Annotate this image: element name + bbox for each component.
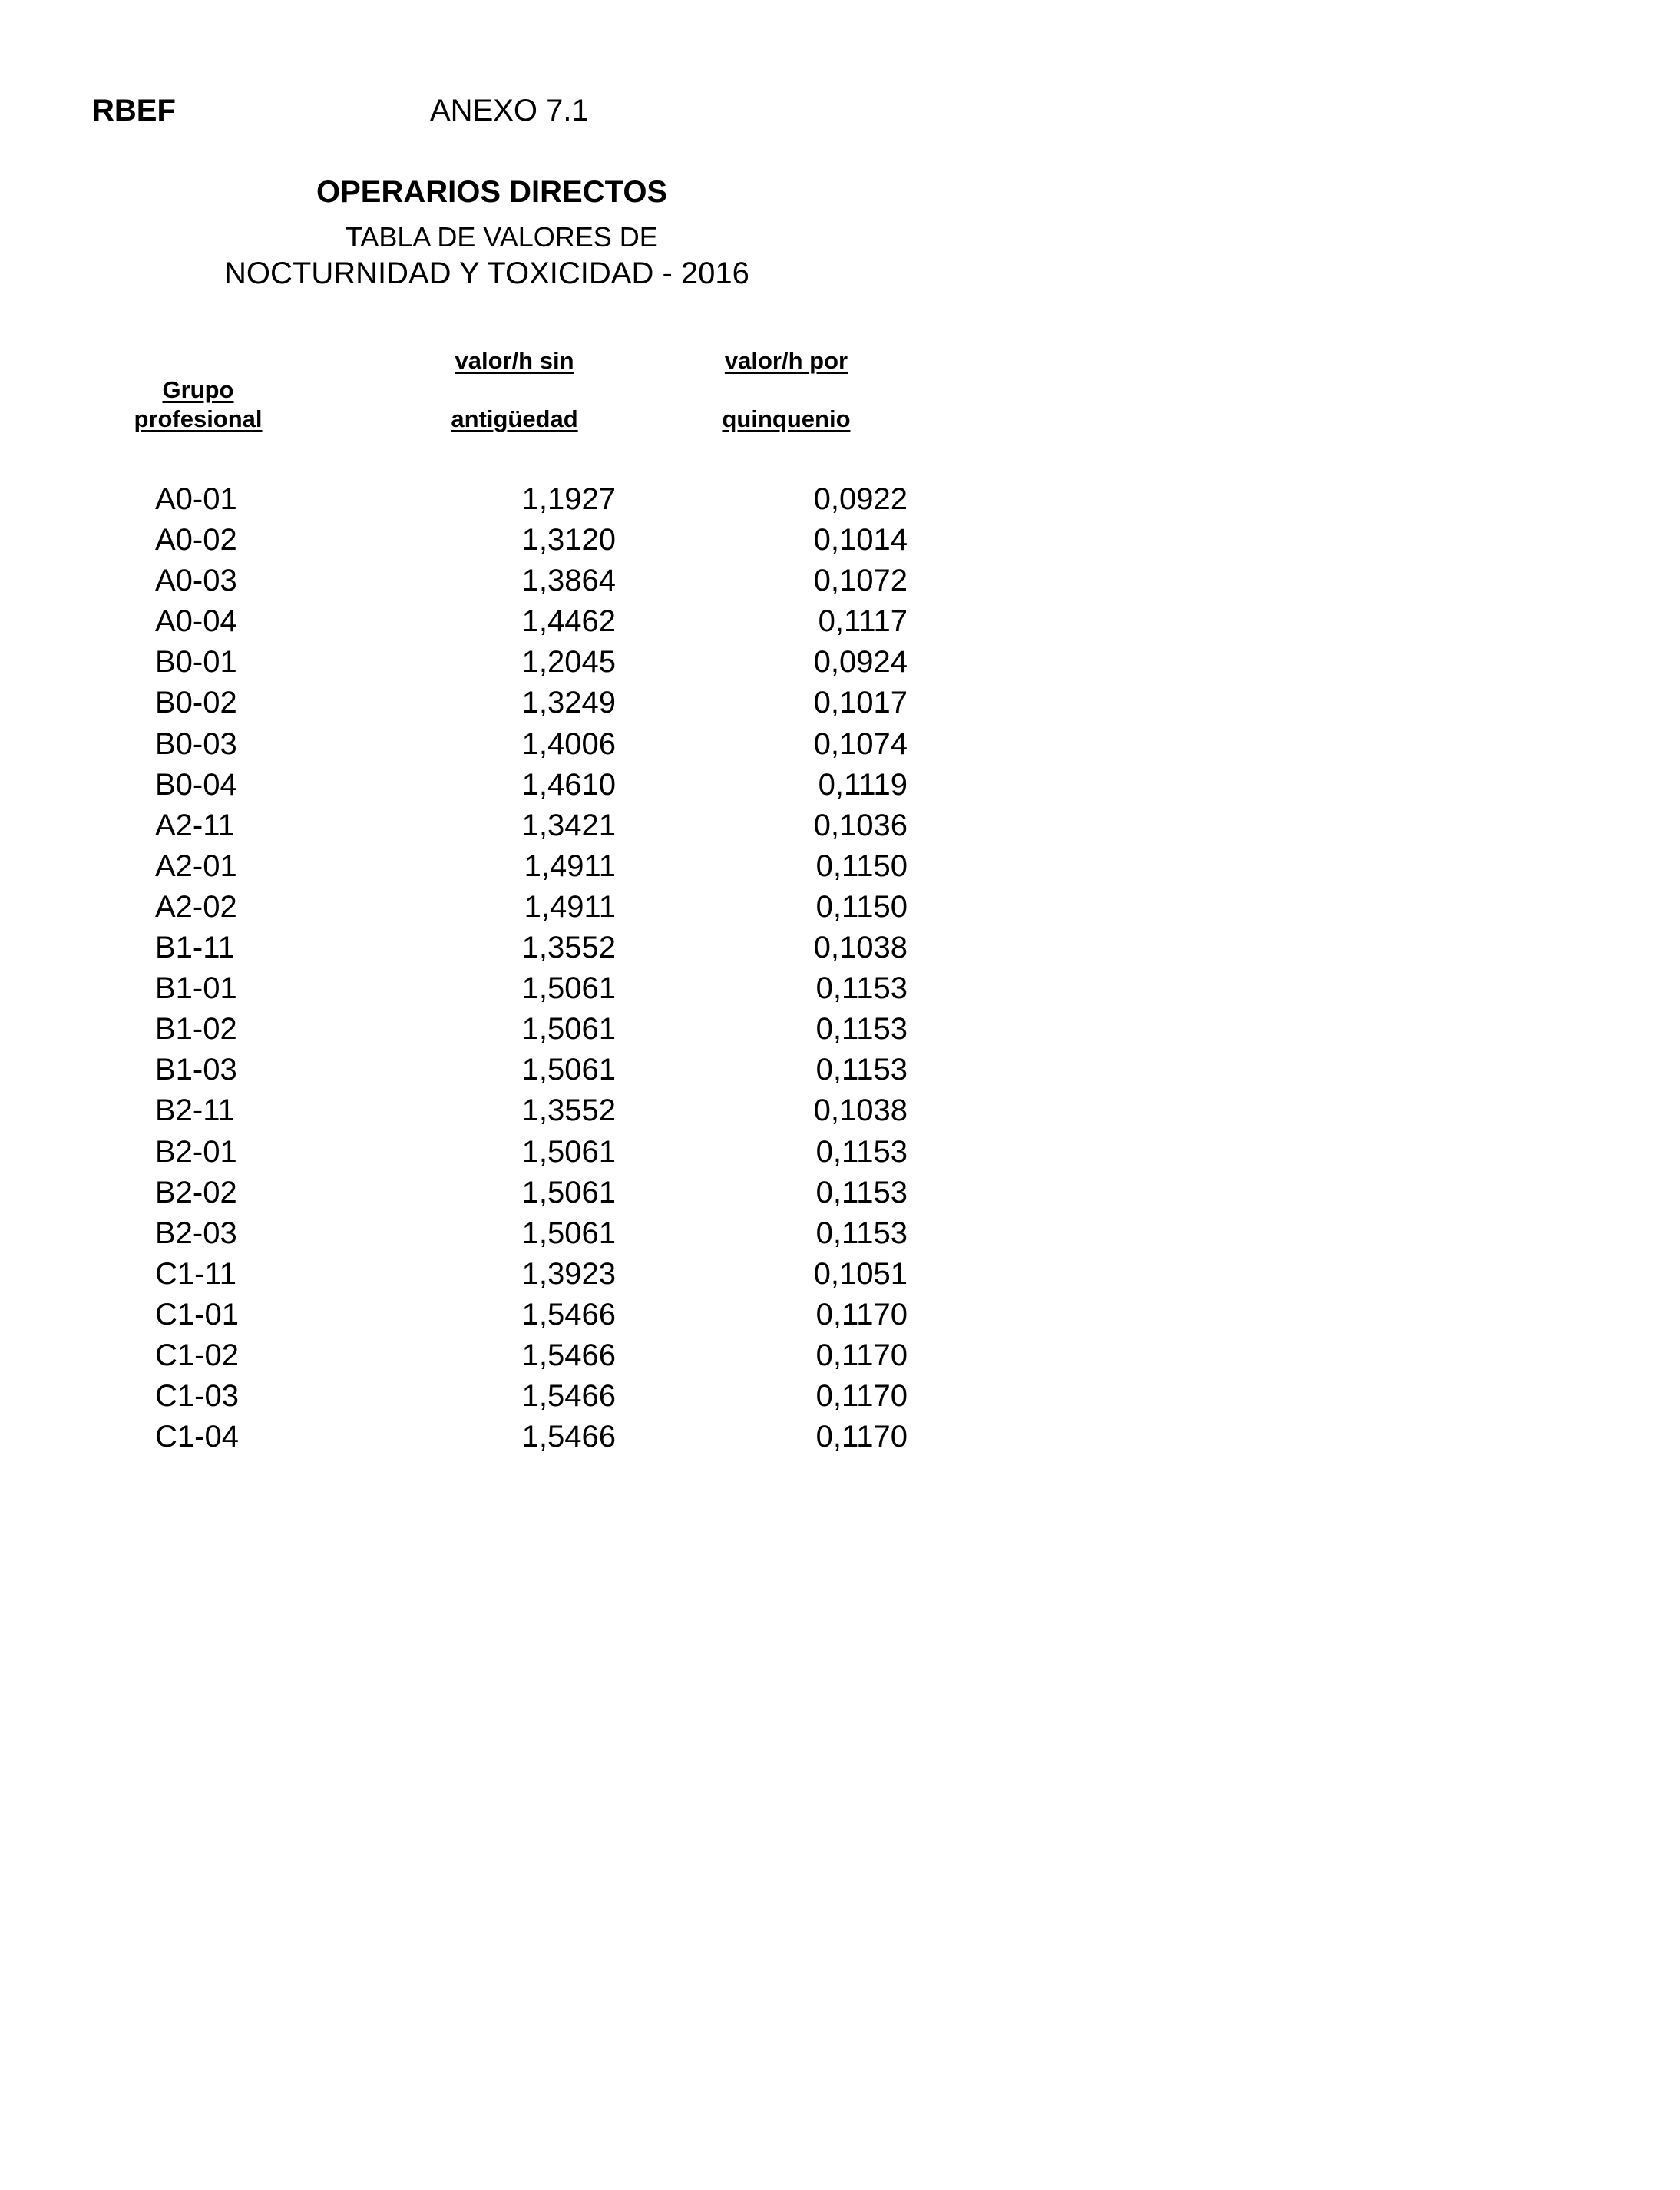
table-row (0, 1417, 998, 1457)
table-row (0, 479, 998, 520)
valor-sin-antiguedad-cell: 1,4462 (521, 604, 616, 639)
valor-por-quinquenio-cell: 0,1153 (815, 1134, 908, 1169)
table-row (0, 642, 998, 683)
valor-sin-antiguedad-cell: 1,3249 (521, 686, 616, 720)
table-row (0, 683, 998, 723)
column-header-grupo-line2: profesional (134, 405, 263, 432)
valor-sin-antiguedad-cell: 1,5466 (521, 1379, 616, 1414)
table-row (0, 520, 998, 561)
table-row (0, 1254, 998, 1295)
table-row (0, 928, 998, 968)
valor-por-quinquenio-cell: 0,1038 (813, 931, 908, 965)
valor-sin-antiguedad-cell: 1,2045 (521, 645, 616, 680)
valor-por-quinquenio-cell: 0,1014 (813, 523, 908, 557)
table-row (0, 1090, 998, 1131)
grupo-cell: A0-01 (155, 482, 237, 516)
table-row (0, 1295, 998, 1335)
grupo-cell: A0-02 (155, 523, 237, 557)
valor-sin-antiguedad-cell: 1,5061 (521, 1134, 616, 1169)
table-row (0, 1009, 998, 1050)
grupo-cell: B1-03 (155, 1053, 237, 1087)
valor-sin-antiguedad-cell: 1,4911 (524, 849, 616, 883)
valor-sin-antiguedad-cell: 1,3923 (521, 1256, 616, 1291)
table-body (0, 479, 998, 1457)
valor-sin-antiguedad-cell: 1,3421 (521, 808, 616, 842)
grupo-cell: B2-03 (155, 1216, 237, 1250)
org-label: RBEF (92, 94, 176, 127)
column-header-valor-por-line2: quinquenio (722, 405, 851, 432)
valor-sin-antiguedad-cell: 1,5061 (521, 971, 616, 1006)
grupo-cell: C1-04 (155, 1420, 239, 1454)
grupo-cell: B2-11 (155, 1093, 235, 1128)
table-row (0, 1132, 998, 1173)
valor-por-quinquenio-cell: 0,1153 (815, 971, 908, 1006)
valor-por-quinquenio-cell: 0,1117 (818, 604, 908, 639)
valor-sin-antiguedad-cell: 1,1927 (521, 482, 616, 516)
valor-por-quinquenio-cell: 0,1072 (813, 564, 908, 598)
valor-sin-antiguedad-cell: 1,5061 (521, 1053, 616, 1087)
valor-sin-antiguedad-cell: 1,3552 (521, 931, 616, 965)
valor-sin-antiguedad-cell: 1,4911 (524, 889, 616, 924)
valor-sin-antiguedad-cell: 1,4610 (521, 767, 616, 802)
table-row (0, 1376, 998, 1417)
valor-sin-antiguedad-cell: 1,5061 (521, 1175, 616, 1209)
column-header-valor-por-line1: valor/h por (724, 347, 848, 374)
valor-por-quinquenio-cell: 0,1170 (815, 1420, 908, 1454)
valor-por-quinquenio-cell: 0,1017 (813, 686, 908, 720)
grupo-cell: B1-01 (155, 971, 237, 1006)
valor-por-quinquenio-cell: 0,1074 (813, 726, 908, 761)
grupo-cell: B1-11 (155, 931, 235, 965)
table-row (0, 1173, 998, 1213)
valor-sin-antiguedad-cell: 1,4006 (521, 726, 616, 761)
column-header-grupo-line1: Grupo (162, 376, 234, 403)
annex-label: ANEXO 7.1 (430, 94, 589, 127)
valor-sin-antiguedad-cell: 1,3864 (521, 564, 616, 598)
table-row (0, 724, 998, 765)
valor-sin-antiguedad-cell: 1,5466 (521, 1297, 616, 1332)
grupo-cell: A0-04 (155, 604, 237, 639)
grupo-cell: C1-01 (155, 1297, 239, 1332)
table-row (0, 561, 998, 601)
grupo-cell: A2-11 (155, 808, 235, 842)
grupo-cell: B2-01 (155, 1134, 237, 1169)
grupo-cell: B0-01 (155, 645, 237, 680)
grupo-cell: C1-11 (155, 1256, 236, 1291)
table-row (0, 806, 998, 846)
valor-sin-antiguedad-cell: 1,5466 (521, 1338, 616, 1372)
valor-sin-antiguedad-cell: 1,3120 (521, 523, 616, 557)
valor-por-quinquenio-cell: 0,1170 (815, 1379, 908, 1414)
table-row (0, 1050, 998, 1090)
valor-por-quinquenio-cell: 0,1150 (815, 849, 908, 883)
table-row (0, 601, 998, 642)
table-row (0, 1335, 998, 1376)
table-row (0, 887, 998, 928)
valor-por-quinquenio-cell: 0,1038 (813, 1093, 908, 1128)
grupo-cell: B0-03 (155, 726, 237, 761)
valor-por-quinquenio-cell: 0,0924 (813, 645, 908, 680)
valor-sin-antiguedad-cell: 1,3552 (521, 1093, 616, 1128)
valor-por-quinquenio-cell: 0,1170 (815, 1338, 908, 1372)
grupo-cell: B2-02 (155, 1175, 237, 1209)
valor-por-quinquenio-cell: 0,1153 (815, 1012, 908, 1047)
page-subtitle: TABLA DE VALORES DE (346, 221, 658, 253)
grupo-cell: B0-02 (155, 686, 237, 720)
table-row (0, 968, 998, 1009)
column-header-valor-sin-line1: valor/h sin (455, 347, 574, 374)
grupo-cell: A0-03 (155, 564, 237, 598)
grupo-cell: B1-02 (155, 1012, 237, 1047)
valor-sin-antiguedad-cell: 1,5061 (521, 1012, 616, 1047)
valor-por-quinquenio-cell: 0,1119 (818, 767, 908, 802)
table-row (0, 765, 998, 806)
valor-sin-antiguedad-cell: 1,5061 (521, 1216, 616, 1250)
valor-por-quinquenio-cell: 0,1170 (815, 1297, 908, 1332)
table-row (0, 1213, 998, 1254)
valor-sin-antiguedad-cell: 1,5466 (521, 1420, 616, 1454)
table-row (0, 846, 998, 887)
valor-por-quinquenio-cell: 0,1036 (813, 808, 908, 842)
column-header-valor-sin-line2: antigüedad (451, 405, 578, 432)
valor-por-quinquenio-cell: 0,1153 (815, 1053, 908, 1087)
page-subtitle-year: NOCTURNIDAD Y TOXICIDAD - 2016 (224, 256, 749, 290)
valor-por-quinquenio-cell: 0,1153 (815, 1216, 908, 1250)
grupo-cell: A2-02 (155, 889, 237, 924)
grupo-cell: C1-03 (155, 1379, 239, 1414)
grupo-cell: A2-01 (155, 849, 237, 883)
page-title: OPERARIOS DIRECTOS (316, 175, 668, 209)
valor-por-quinquenio-cell: 0,0922 (813, 482, 908, 516)
grupo-cell: B0-04 (155, 767, 237, 802)
grupo-cell: C1-02 (155, 1338, 239, 1372)
valor-por-quinquenio-cell: 0,1150 (815, 889, 908, 924)
valor-por-quinquenio-cell: 0,1051 (813, 1256, 908, 1291)
valor-por-quinquenio-cell: 0,1153 (815, 1175, 908, 1209)
